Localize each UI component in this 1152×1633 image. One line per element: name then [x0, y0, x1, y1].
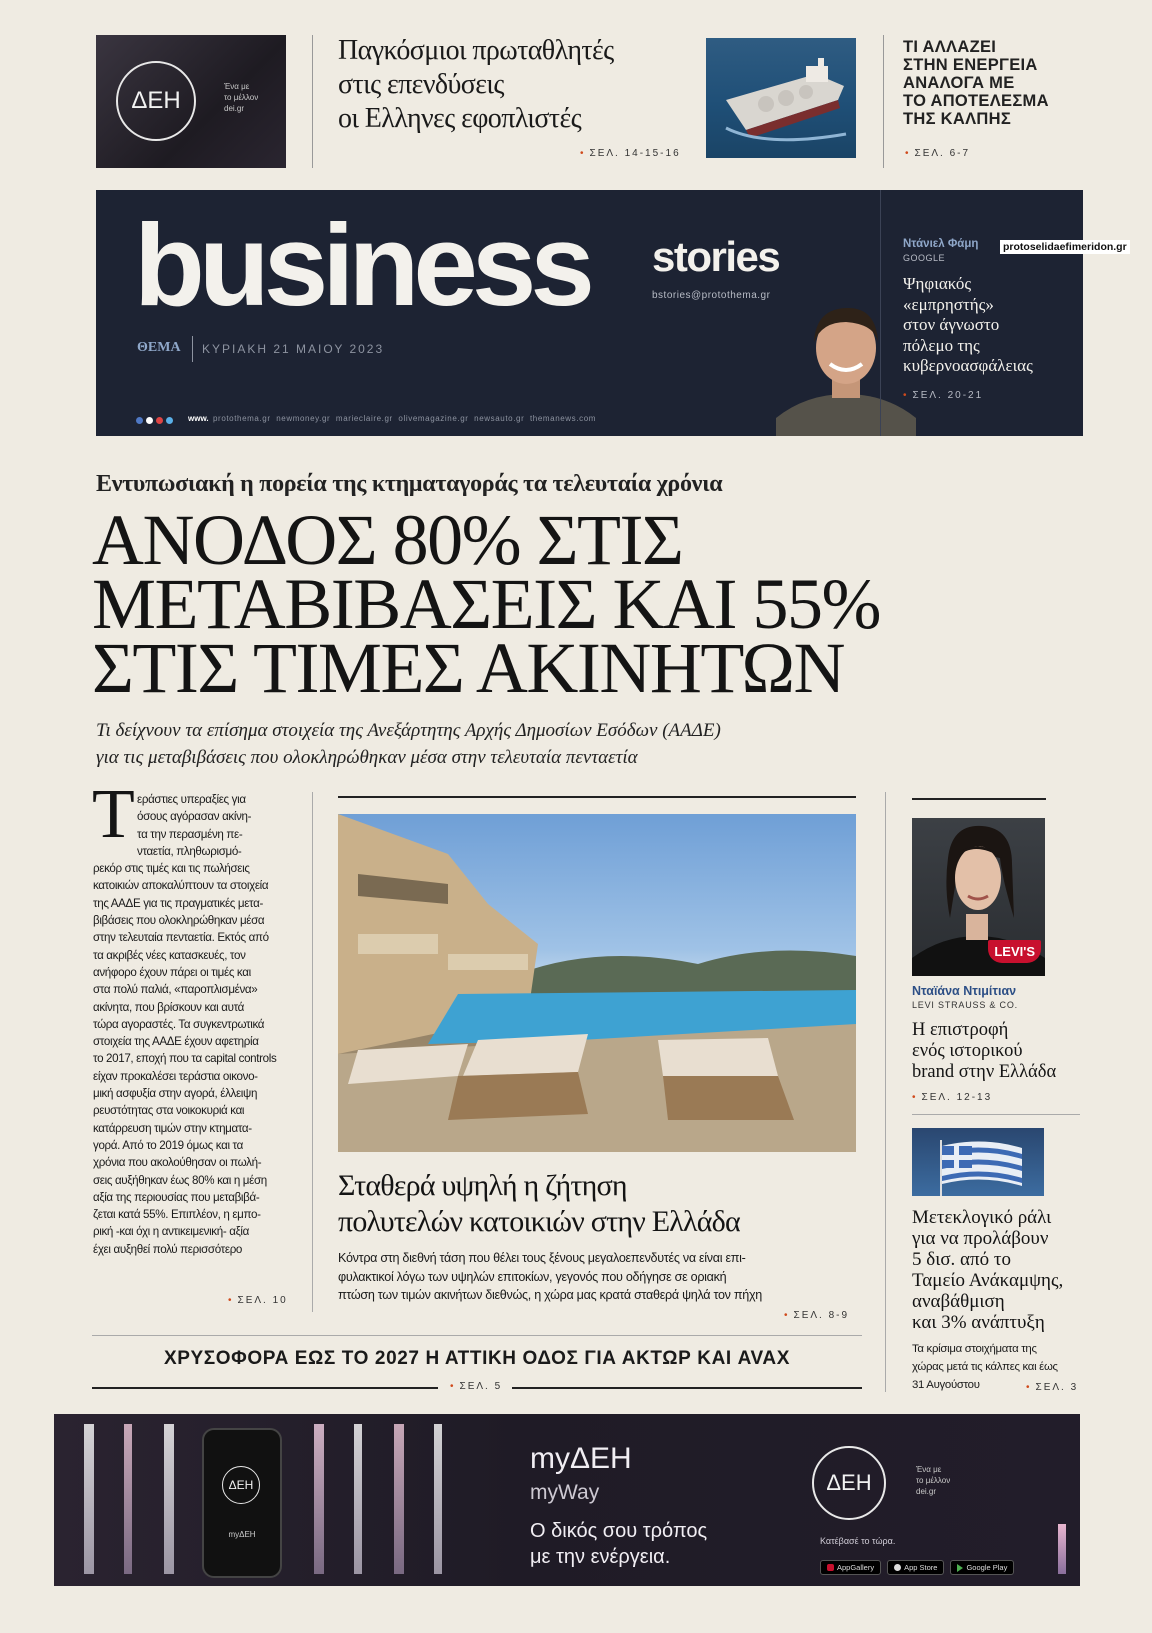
appgallery-icon	[827, 1564, 834, 1571]
mydeh-url: dei.gr	[916, 1487, 937, 1496]
villa-pool-photo	[338, 814, 856, 1152]
phone-mockup	[202, 1428, 282, 1578]
rally-headline[interactable]	[912, 1207, 1063, 1333]
right-column-divider	[885, 792, 886, 1392]
lead-column-divider	[312, 792, 313, 1312]
mydeh-slogan	[530, 1518, 707, 1570]
lead-body-line: στα πολύ παλιά, «παροπλισμένα»	[93, 983, 258, 997]
rally-headline-line-2: για να προλάβουν	[912, 1228, 1049, 1249]
lead-body[interactable]	[93, 791, 289, 1258]
top-divider-2	[883, 35, 884, 168]
levis-logo	[988, 940, 1041, 963]
levis-bottom-rule	[912, 1114, 1080, 1115]
shipowners-headline-line-1: Παγκόσμιοι πρωταθλητές	[338, 35, 614, 66]
masthead-www: www.	[188, 414, 209, 423]
lead-headline-line-1: ΑΝΟΔΟΣ 80% ΣΤΙΣ	[92, 500, 683, 580]
lead-body-line: εράστιες υπεραξίες για	[137, 793, 246, 806]
masthead-date: ΚΥΡΙΑΚΗ 21 ΜΑΙΟΥ 2023	[202, 342, 385, 356]
dimitian-company: LEVI STRAUSS & CO.	[912, 1000, 1018, 1010]
dimitian-name: Νταϊάνα Ντιμίτιαν	[912, 984, 1017, 998]
social-icons	[136, 417, 173, 424]
lead-body-line: είχαν προκαλέσει τεράστια οικονο-	[93, 1069, 258, 1083]
rally-body-line-1: Τα κρίσιμα στοιχήματα της	[912, 1343, 1037, 1355]
levis-headline-line-3: brand στην Ελλάδα	[912, 1062, 1057, 1082]
luxury-headline[interactable]	[338, 1168, 740, 1240]
cyber-headline-line-2: «εμπρηστής»	[903, 294, 994, 314]
rally-headline-line-1: Μετεκλογικό ράλι	[912, 1207, 1052, 1228]
lead-body-line: όσους αγόρασαν ακίνη-	[137, 810, 252, 824]
phone-label: myΔΕΗ	[228, 1530, 256, 1539]
lead-body-line: της ΑΑΔΕ για τις πραγματικές μετα-	[93, 896, 263, 910]
mydeh-tagline-2: το μέλλον	[916, 1476, 951, 1485]
rally-headline-line-5: αναβάθμιση	[912, 1291, 1005, 1312]
attiki-headline[interactable]: ΧΡΥΣΟΦΟΡΑ ΕΩΣ ΤΟ 2027 Η ΑΤΤΙΚΗ ΟΔΟΣ ΓΙΑ ΑΚΤΩΡ ΚΑΙ AVAX	[163, 1348, 791, 1369]
dimitian-portrait	[912, 818, 1045, 976]
deh-top-ad[interactable]	[96, 35, 286, 168]
greek-flag-icon	[912, 1128, 1044, 1196]
mydeh-title: myΔΕΗ	[530, 1442, 632, 1475]
lead-body-line: ζεται κατά 55%. Επιπλέον, η εμπο-	[93, 1208, 261, 1222]
deh-tagline-1: Ένα με	[224, 82, 250, 91]
lead-deck	[96, 717, 721, 771]
lead-body-line: ρική -και όχι η αντικειμενική- αξία	[93, 1225, 250, 1239]
levis-top-rule	[912, 798, 1046, 800]
masthead-email: bstories@protothema.gr	[652, 290, 771, 301]
apple-icon	[894, 1564, 901, 1571]
lead-body-line: στοιχεία της ΑΑΔΕ έχουν αφετηρία	[93, 1035, 259, 1049]
lead-deck-line-1: Τι δείχνουν τα επίσημα στοιχεία της Ανεξάρτητης Αρχής Δημοσίων Εσόδων (ΑΑΔΕ)	[96, 720, 721, 741]
mydeh-subtitle: myWay	[530, 1481, 600, 1504]
attiki-bottom-rule-left	[92, 1387, 438, 1389]
lead-body-line: βιβάσεις που ολοκληρώθηκαν μέσα	[93, 914, 265, 928]
deh-tagline-2: το μέλλον	[224, 93, 259, 102]
lead-body-line: μική ασφυξία στην αγορά, έλλειψη	[93, 1087, 258, 1101]
shipowners-headline-line-2: στις επενδύσεις	[338, 69, 504, 100]
energy-headline-line-5: ΤΗΣ ΚΑΛΠΗΣ	[903, 110, 1012, 128]
famy-company: GOOGLE	[903, 253, 946, 263]
rally-headline-line-6: και 3% ανάπτυξη	[912, 1312, 1045, 1333]
levis-logo-text: LEVI'S	[994, 944, 1035, 959]
youtube-icon[interactable]	[156, 417, 163, 424]
shipowners-ref: • ΣΕΛ. 14-15-16	[580, 148, 681, 159]
masthead-side-divider	[880, 190, 881, 436]
lead-body-line: το 2017, εποχή που τα capital controls	[93, 1052, 277, 1066]
lead-body-line: στην τελευταία πενταετία. Εκτός από	[93, 931, 269, 945]
deh-url: dei.gr	[224, 104, 245, 113]
shipowners-headline[interactable]	[338, 34, 614, 136]
tanker-ship-icon	[706, 38, 856, 158]
lead-body-line: τώρα αγοραστές. Τα συγκεντρωτικά	[93, 1017, 265, 1031]
lead-body-line: χρόνια που ακολούθησαν οι πωλή-	[93, 1156, 262, 1170]
attiki-top-rule	[92, 1335, 862, 1336]
lead-body-line: ανήφορο έχουν πάρει οι τιμές και	[93, 965, 251, 979]
cyber-headline-line-5: κυβερνοασφάλειας	[903, 356, 1033, 375]
luxury-body-line-1: Κόντρα στη διεθνή τάση που θέλει τους ξένους μεγαλοεπενδυτές να είναι επι-	[338, 1251, 746, 1265]
luxury-top-rule	[338, 796, 856, 798]
lead-body-line: ρεκόρ στις τιμές και τις πωλήσεις	[93, 862, 250, 876]
luxury-headline-line-2: πολυτελών κατοικιών στην Ελλάδα	[338, 1205, 740, 1238]
attiki-bottom-rule-right	[512, 1387, 862, 1389]
twitter-icon[interactable]	[166, 417, 173, 424]
famy-portrait	[776, 290, 916, 436]
mydeh-tagline-1: Ένα με	[916, 1465, 942, 1474]
levis-headline[interactable]	[912, 1020, 1056, 1083]
masthead-date-divider	[192, 336, 193, 362]
lead-body-line: έχει αυξηθεί πολύ περισσότερο	[93, 1242, 243, 1256]
lead-deck-line-2: για τις μεταβιβάσεις που ολοκληρώθηκαν μέσα στην τελευταία πενταετία	[96, 747, 638, 768]
deh-logo-icon	[116, 61, 196, 141]
lead-dropcap: Τ	[92, 776, 135, 853]
lead-body-line: κατάρρευση τιμών στην κτηματα-	[93, 1121, 252, 1135]
masthead	[96, 190, 1083, 436]
lead-body-line: ρευστότητας στα νοικοκυριά και	[93, 1104, 245, 1118]
lead-headline[interactable]	[92, 500, 880, 708]
lead-ref: • ΣΕΛ. 10	[228, 1295, 288, 1306]
masthead-sites[interactable]: protothema.gr newmoney.gr marieclaire.gr olivemagazine.gr newsauto.gr themanews.com	[213, 414, 597, 423]
mydeh-logo-icon	[812, 1446, 886, 1520]
cyber-headline[interactable]	[903, 274, 1033, 377]
cyber-headline-line-4: πόλεμο της	[903, 335, 980, 355]
lead-body-line: γορά. Από το 2019 όμως και τα	[93, 1138, 243, 1152]
instagram-icon[interactable]	[146, 417, 153, 424]
pink-accent-bar	[1058, 1524, 1066, 1574]
luxury-body	[338, 1249, 762, 1305]
shipowners-headline-line-3: οι Ελληνες εφοπλιστές	[338, 103, 582, 134]
lead-body-line: τα ακριβές νέες κατασκευές, τον	[93, 948, 246, 962]
famy-name: Ντάνιελ Φάμη	[903, 238, 979, 250]
attiki-ref: • ΣΕΛ. 5	[450, 1381, 503, 1392]
energy-headline-line-4: ΤΟ ΑΠΟΤΕΛΕΣΜΑ	[903, 92, 1049, 110]
rally-body-line-3: 31 Αυγούστου	[912, 1379, 980, 1391]
appstore-badge[interactable]: App Store	[887, 1560, 944, 1575]
energy-headline-line-1: ΤΙ ΑΛΛΑΖΕΙ	[903, 38, 997, 56]
store-badges	[820, 1560, 1014, 1575]
appgallery-badge[interactable]: AppGallery	[820, 1560, 881, 1575]
lead-body-line: νταετία, πληθωρισμό-	[137, 844, 242, 858]
googleplay-badge[interactable]: Google Play	[950, 1560, 1014, 1575]
lead-body-line: τα την περασμένη πε-	[137, 827, 243, 841]
cyber-ref: • ΣΕΛ. 20-21	[903, 390, 984, 401]
lead-body-line: αξία της περιουσίας που μεταβιβά-	[93, 1190, 260, 1204]
phone-deh-logo-icon	[222, 1466, 260, 1504]
luxury-ref: • ΣΕΛ. 8-9	[784, 1310, 850, 1321]
levis-headline-line-1: Η επιστροφή	[912, 1020, 1009, 1040]
lead-headline-line-3: ΣΤΙΣ ΤΙΜΕΣ ΑΚΙΝΗΤΩΝ	[92, 628, 845, 708]
energy-headline[interactable]	[903, 38, 1049, 128]
greek-flag-photo	[912, 1128, 1044, 1196]
energy-headline-line-3: ΑΝΑΛΟΓΑ ΜΕ	[903, 74, 1015, 92]
watermark: protoselidaefimeridon.gr	[1000, 240, 1130, 254]
top-divider-1	[312, 35, 313, 168]
lead-body-line: ακίνητα, που βρίσκουν και αυτά	[93, 1000, 244, 1014]
download-now: Κατέβασέ το τώρα.	[820, 1536, 896, 1546]
ship-photo	[706, 38, 856, 158]
lead-body-line: κατοικιών αποκαλύπτουν τα στοιχεία	[93, 879, 269, 893]
rally-headline-line-3: 5 δισ. από το	[912, 1249, 1011, 1270]
masthead-subtitle: stories	[652, 233, 780, 280]
levis-headline-line-2: ενός ιστορικού	[912, 1041, 1023, 1061]
luxury-body-line-3: πτώση των τιμών ακινήτων διεθνώς, η χώρα μας κρατά σταθερά ψηλά τον πήχη	[338, 1288, 762, 1302]
energy-headline-line-2: ΣΤΗΝ ΕΝΕΡΓΕΙΑ	[903, 56, 1038, 74]
play-icon	[957, 1564, 963, 1572]
cyber-headline-line-3: στον άγνωστο	[903, 315, 1000, 334]
mydeh-slogan-line-2: με την ενέργεια.	[530, 1546, 671, 1568]
mydeh-slogan-line-1: Ο δικός σου τρόπος	[530, 1520, 708, 1542]
cyber-headline-line-1: Ψηφιακός	[903, 274, 972, 293]
phone-deh-logo-text: ΔΕΗ	[228, 1478, 254, 1492]
mydeh-ad[interactable]	[54, 1414, 1080, 1586]
lead-headline-line-2: ΜΕΤΑΒΙΒΑΣΕΙΣ ΚΑΙ 55%	[92, 564, 880, 644]
luxury-headline-line-1: Σταθερά υψηλή η ζήτηση	[338, 1169, 627, 1202]
lead-body-line: σεις αυξήθηκαν έως 80% και η μέση	[93, 1173, 267, 1187]
masthead-brand: ΘΕΜΑ	[137, 340, 181, 355]
rally-ref: • ΣΕΛ. 3	[1026, 1382, 1079, 1393]
rally-headline-line-4: Ταμείο Ανάκαμψης,	[912, 1270, 1064, 1291]
energy-ref: • ΣΕΛ. 6-7	[905, 148, 971, 159]
deh-logo-text: ΔΕΗ	[131, 87, 181, 114]
lead-kicker: Εντυπωσιακή η πορεία της κτηματαγοράς τα τελευταία χρόνια	[96, 471, 723, 497]
levis-ref: • ΣΕΛ. 12-13	[912, 1092, 993, 1103]
facebook-icon[interactable]	[136, 417, 143, 424]
mydeh-logo-text: ΔΕΗ	[826, 1470, 872, 1495]
luxury-body-line-2: φυλακτικοί λόγω των υψηλών επιτοκίων, γεγονός που οδήγησε σε οριακή	[338, 1269, 727, 1284]
masthead-title: business	[134, 200, 589, 330]
rally-body-line-2: χώρας μετά τις κάλπες και έως	[912, 1361, 1058, 1373]
